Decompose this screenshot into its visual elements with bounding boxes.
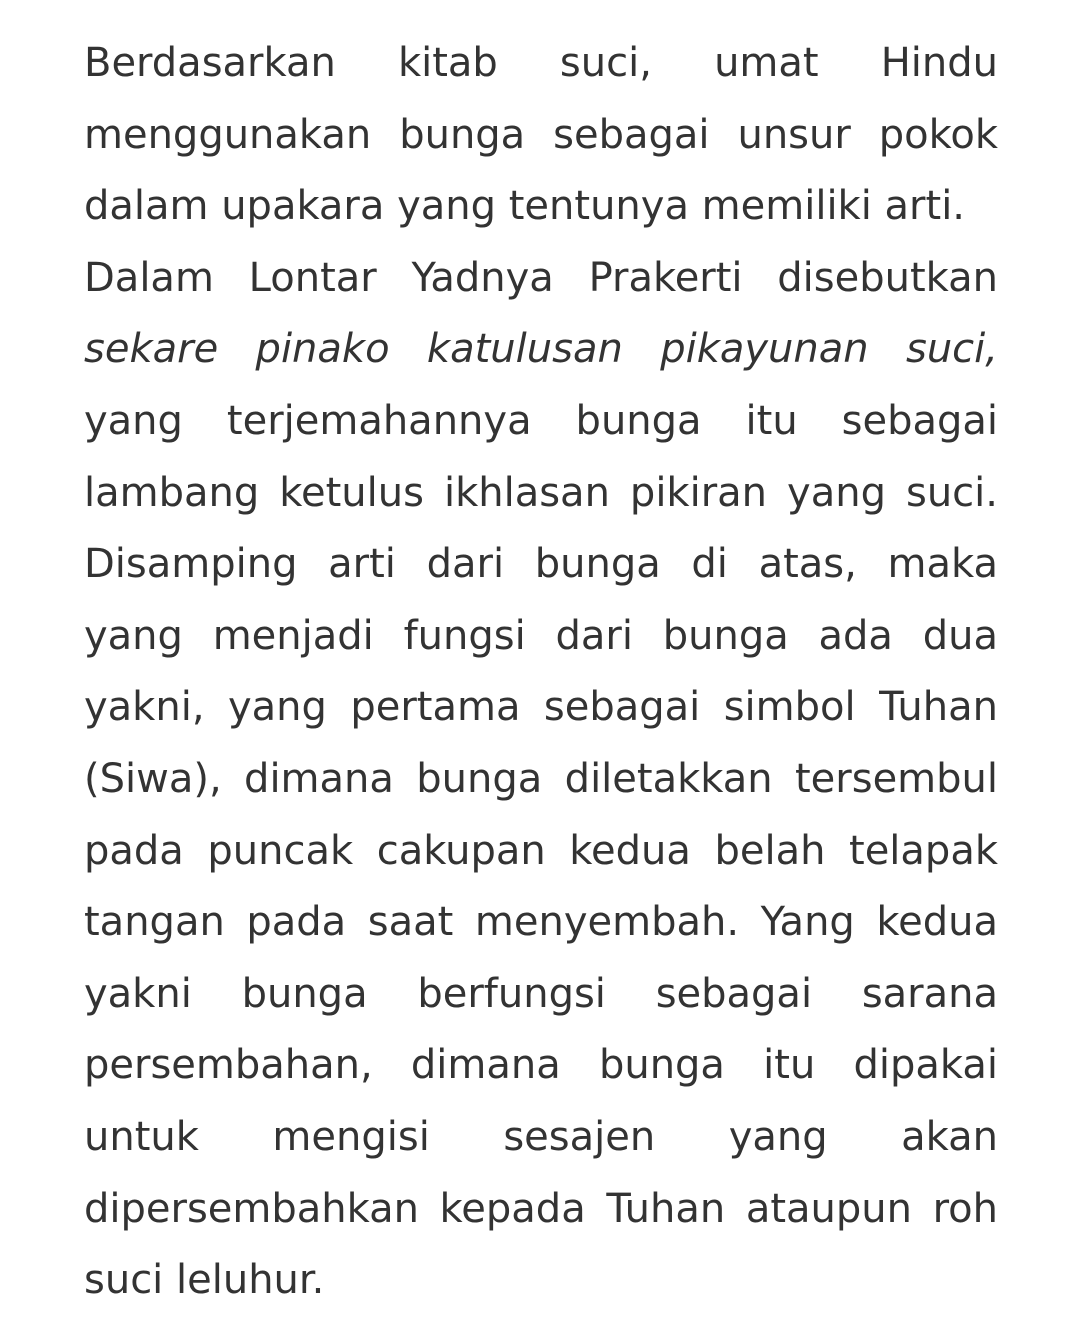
paragraph-rest-text: yang terjemahannya bunga itu sebagai lambang ketulus ikhlasan pikiran yang suci. Disamping arti dari bunga di atas, maka yang menjadi fungsi dari bunga ada dua yakni, yang pertama sebagai simbol Tuhan (Siwa), dimana bunga diletakkan tersembul pada puncak cakupan kedua belah telapak tangan pada saat menyembah. Yang kedua yakni bunga berfungsi sebagai sarana persembahan, dimana bunga itu dipakai untuk mengisi sesajen yang akan dipersembahkan kepada Tuhan ataupun roh suci leluhur. <box>84 397 998 1304</box>
paragraph-flower-meaning: Berdasarkan kitab suci, umat Hindu menggunakan bunga sebagai unsur pokok dalam upakara yang tentunya memiliki arti. <box>84 40 998 230</box>
paragraph-lontar-quote <box>84 243 998 1317</box>
italic-quote: sekare pinako katulusan pikayunan suci, <box>84 326 998 373</box>
paragraph-lead-text: Dalam Lontar Yadnya Prakerti disebutkan <box>84 254 998 301</box>
article-body <box>84 28 998 1317</box>
